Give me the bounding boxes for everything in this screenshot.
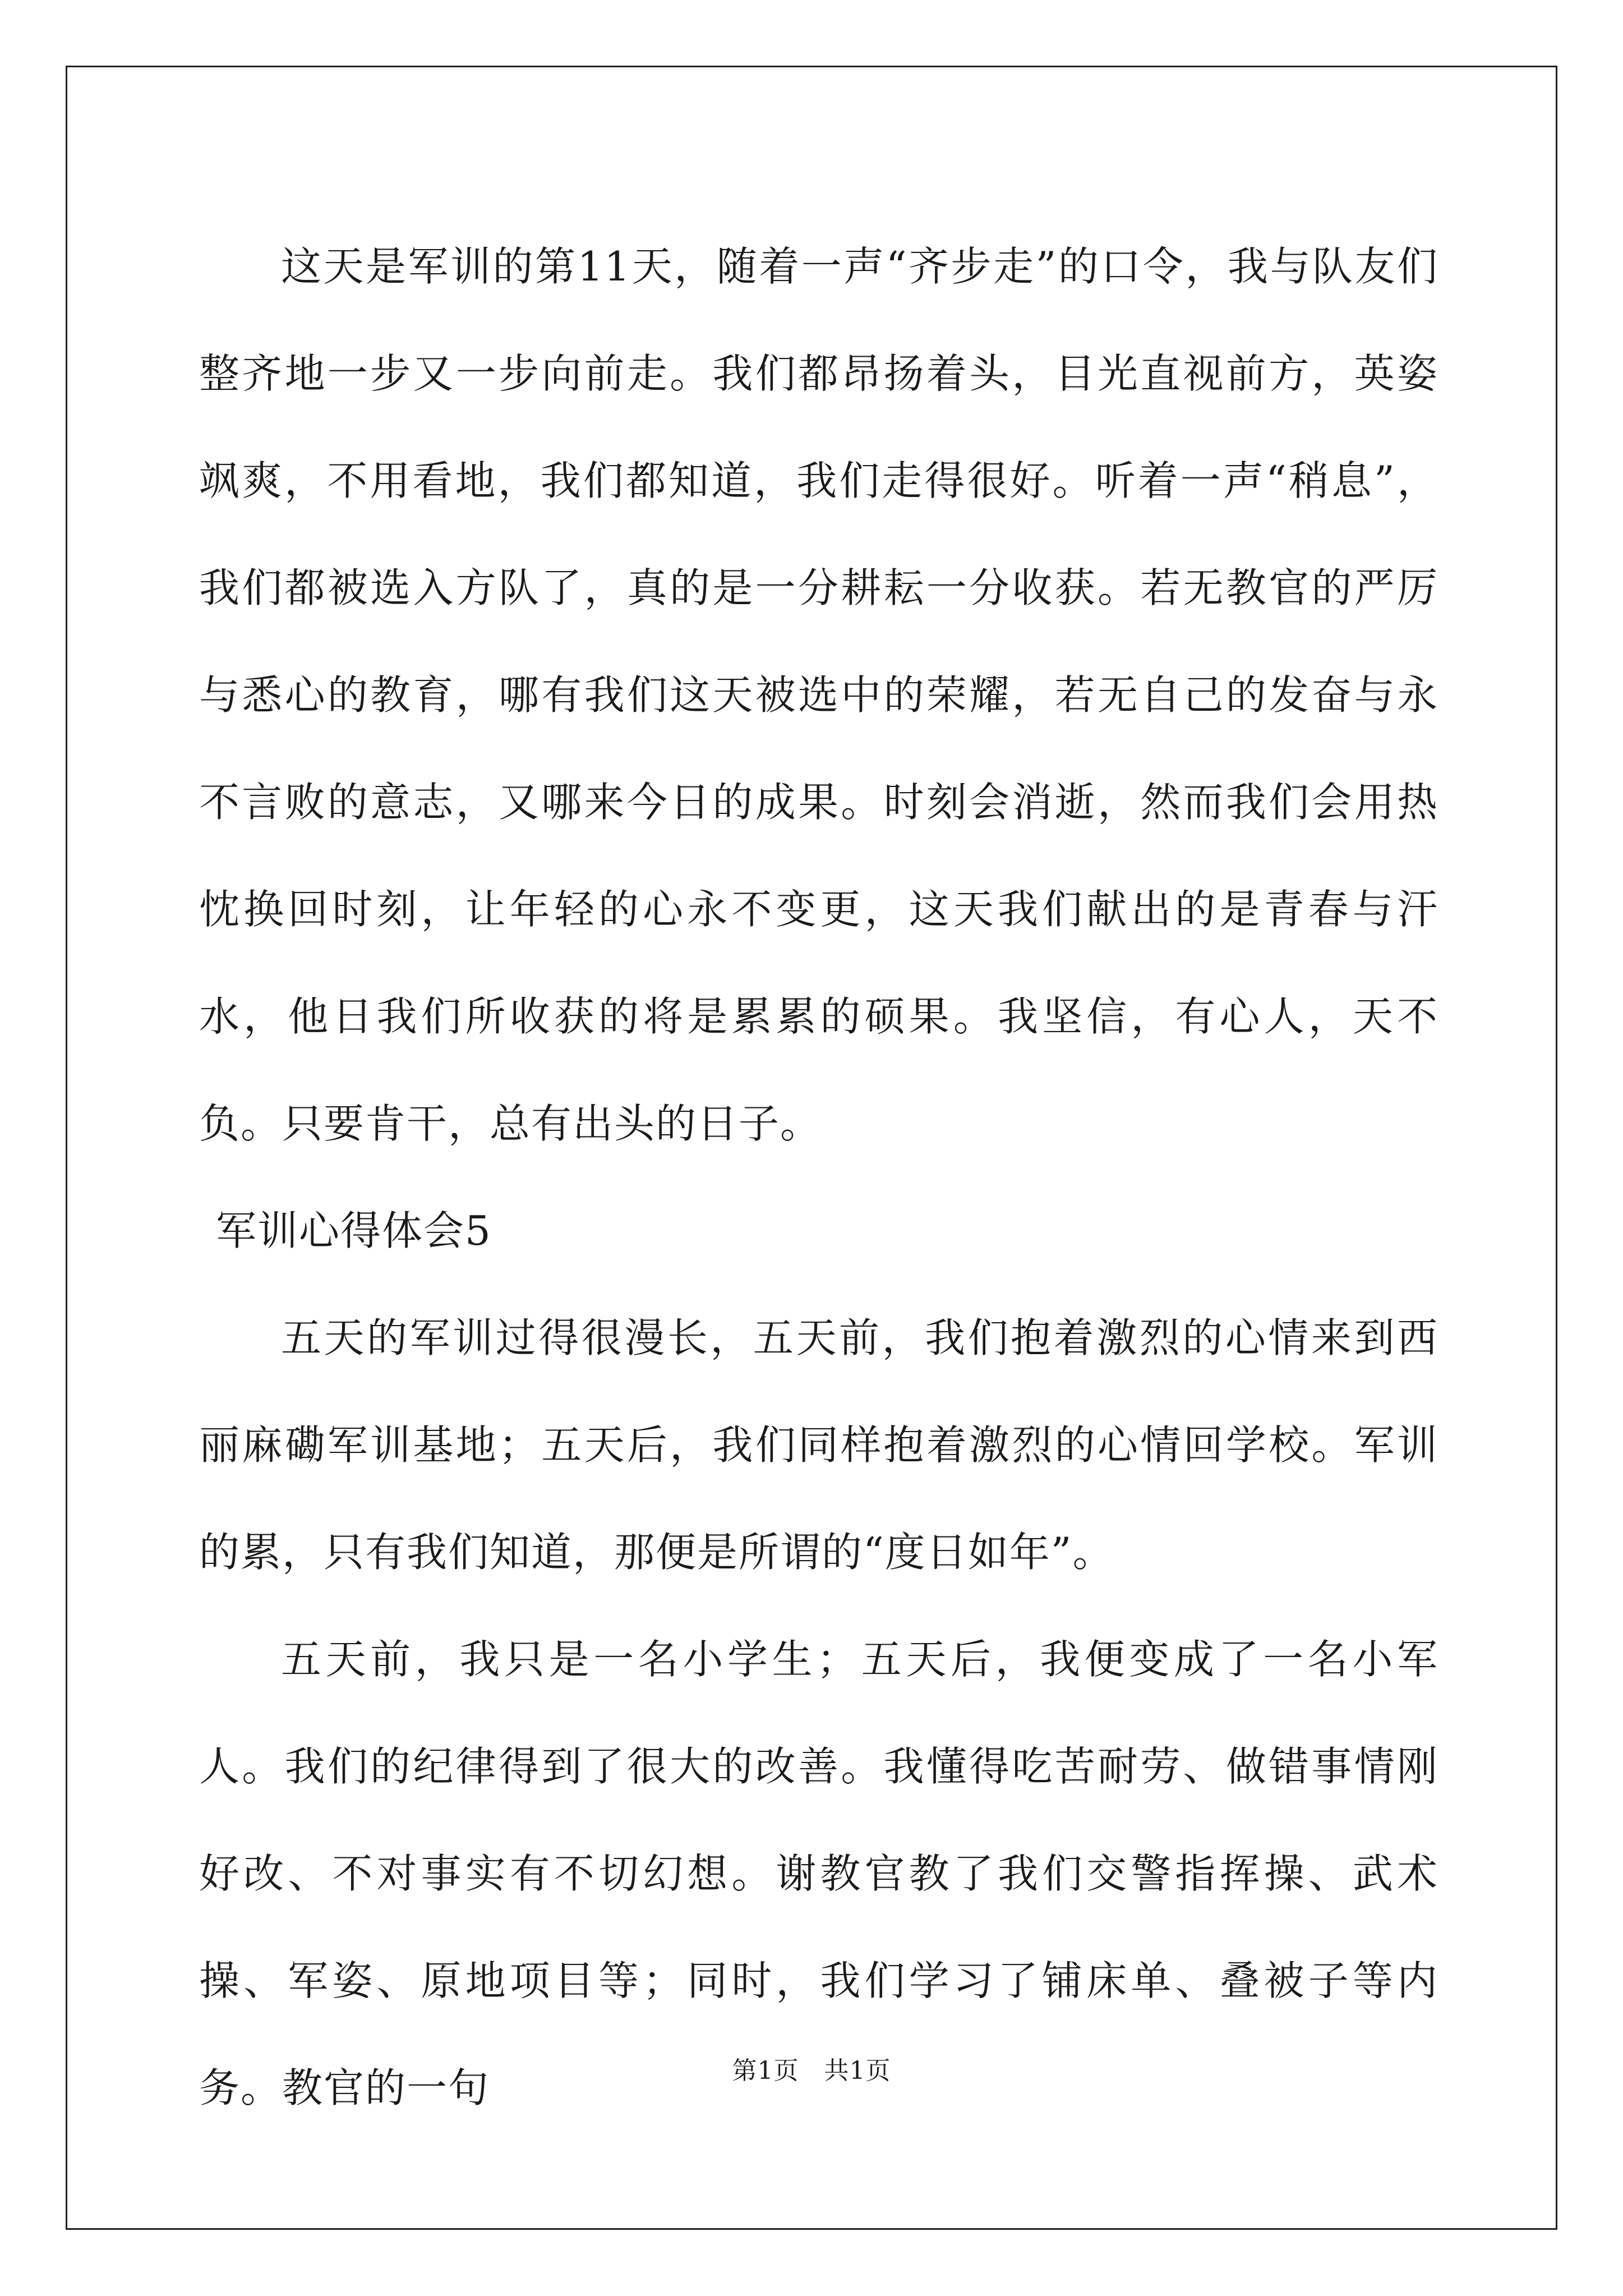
document-body: [199, 213, 1438, 2142]
page-total: 共1页: [824, 2056, 891, 2085]
paragraph-3: 五天前，我只是一名小学生；五天后，我便变成了一名小军人。我们的纪律得到了很大的改善。我懂得吃苦耐劳、做错事情刚好改、不对事实有不切幻想。谢教官教了我们交警指挥操、武术操、军姿、原地项目等；同时，我们学习了铺床单、叠被子等内务。教官的一句: [199, 1636, 1438, 2111]
section-heading: 军训心得体会5: [216, 1207, 492, 1254]
page-footer: [0, 2050, 1623, 2086]
page-number: 第1页: [732, 2056, 799, 2085]
paragraph-2: 五天的军训过得很漫长，五天前，我们抱着激烈的心情来到西丽麻磡军训基地；五天后，我们同样抱着激烈的心情回学校。军训的累，只有我们知道，那便是所谓的“度日如年”。: [199, 1314, 1438, 1576]
paragraph-1: 这天是军训的第11天，随着一声“齐步走”的口令，我与队友们整齐地一步又一步向前走。我们都昂扬着头，目光直视前方，英姿飒爽，不用看地，我们都知道，我们走得很好。听着一声“稍息”，我们都被选入方队了，真的是一分耕耘一分收获。若无教官的严厉与悉心的教育，哪有我们这天被选中的荣耀，若无自己的发奋与永不言败的意志，又哪来今日的成果。时刻会消逝，然而我们会用热忱换回时刻，让年轻的心永不变更，这天我们献出的是青春与汗水，他日我们所收获的将是累累的硕果。我坚信，有心人，天不负。只要肯干，总有出头的日子。: [199, 243, 1438, 1147]
